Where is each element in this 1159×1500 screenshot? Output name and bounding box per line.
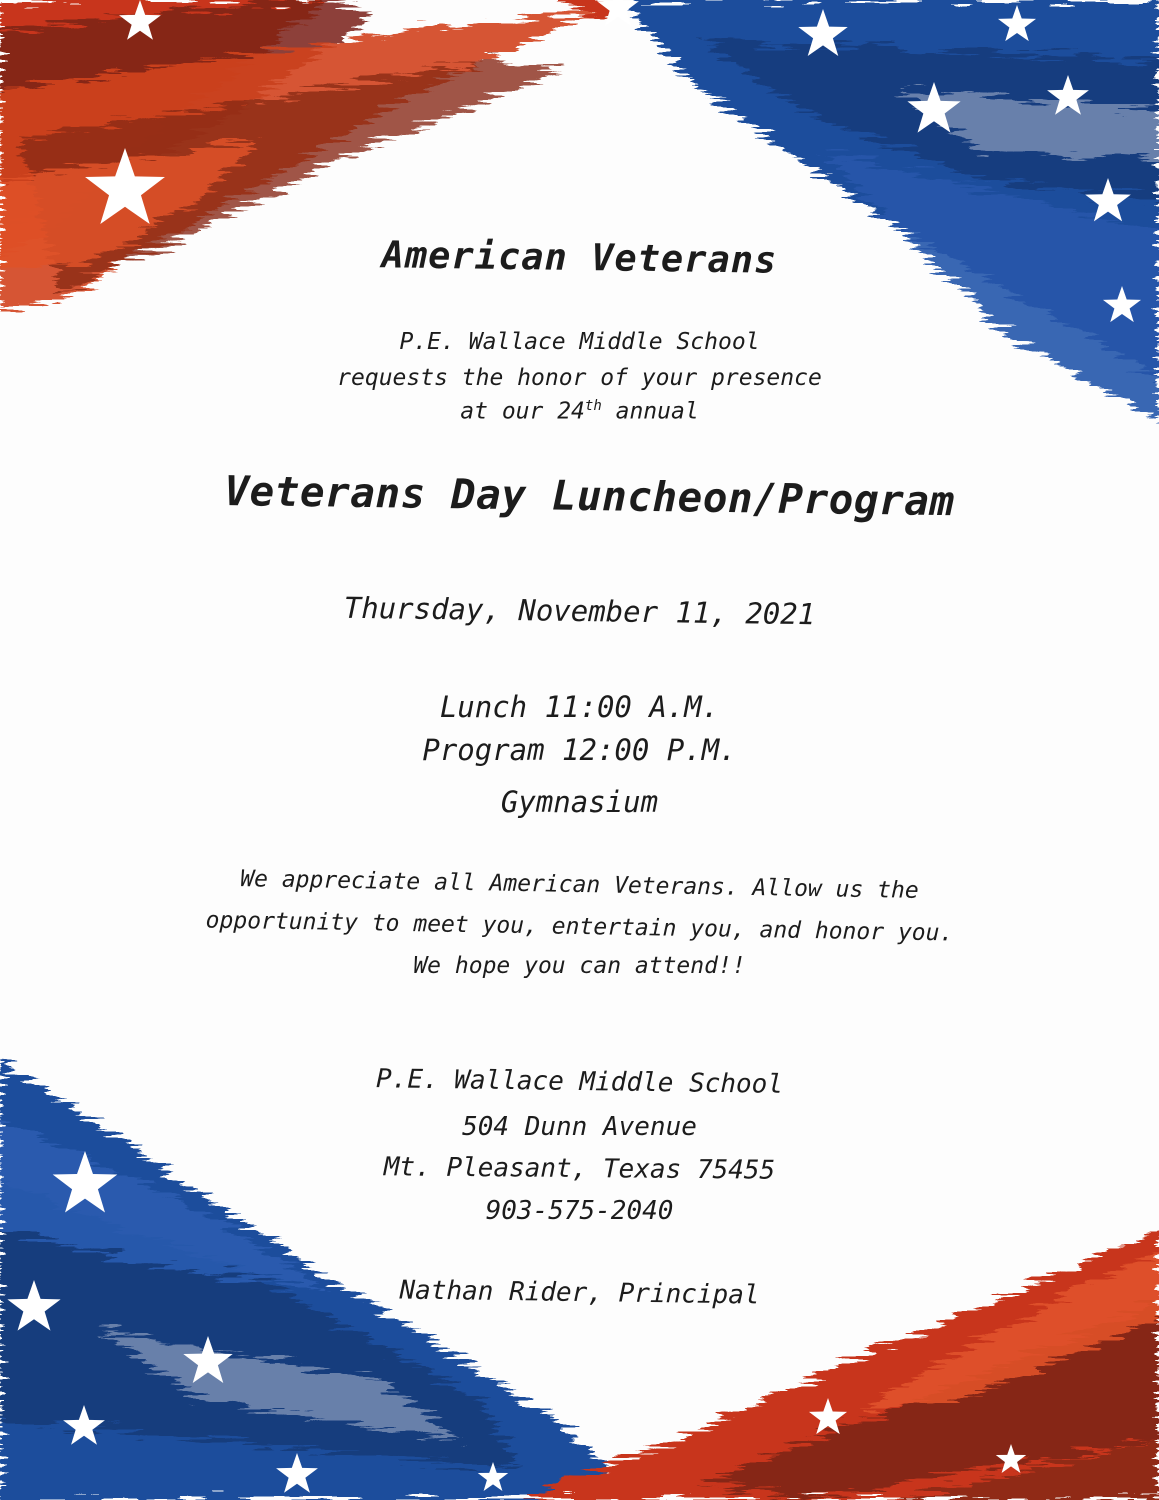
annual-suffix: annual xyxy=(601,398,699,425)
message-line-3: We hope you can attend!! xyxy=(413,953,746,979)
contact-phone: 903-575-2040 xyxy=(485,1196,674,1226)
message-line-1: We appreciate all American Veterans. Allow us the xyxy=(240,866,919,904)
message-line-2: opportunity to meet you, entertain you, and honor you. xyxy=(205,907,954,947)
annual-prefix: at our 24 xyxy=(460,398,585,425)
principal-signature: Nathan Rider, Principal xyxy=(399,1275,760,1311)
contact-street: 504 Dunn Avenue xyxy=(462,1112,697,1142)
program-time: Program 12:00 P.M. xyxy=(422,733,737,767)
top-right-blue-brush xyxy=(620,0,1159,420)
contact-city: Mt. Pleasant, Texas 75455 xyxy=(383,1152,776,1186)
annual-ordinal: th xyxy=(584,398,602,414)
event-date: Thursday, November 11, 2021 xyxy=(343,590,816,632)
host-school-line: P.E. Wallace Middle School xyxy=(399,329,760,355)
event-location: Gymnasium xyxy=(500,785,659,819)
event-name: Veterans Day Luncheon/Program xyxy=(224,466,955,526)
bottom-right-red-brush xyxy=(520,1230,1159,1500)
annual-line xyxy=(0,398,1159,425)
invitation-title: American Veterans xyxy=(381,233,778,282)
request-line: requests the honor of your presence xyxy=(337,365,822,391)
lunch-time: Lunch 11:00 A.M. xyxy=(439,690,720,724)
contact-school: P.E. Wallace Middle School xyxy=(375,1064,784,1100)
